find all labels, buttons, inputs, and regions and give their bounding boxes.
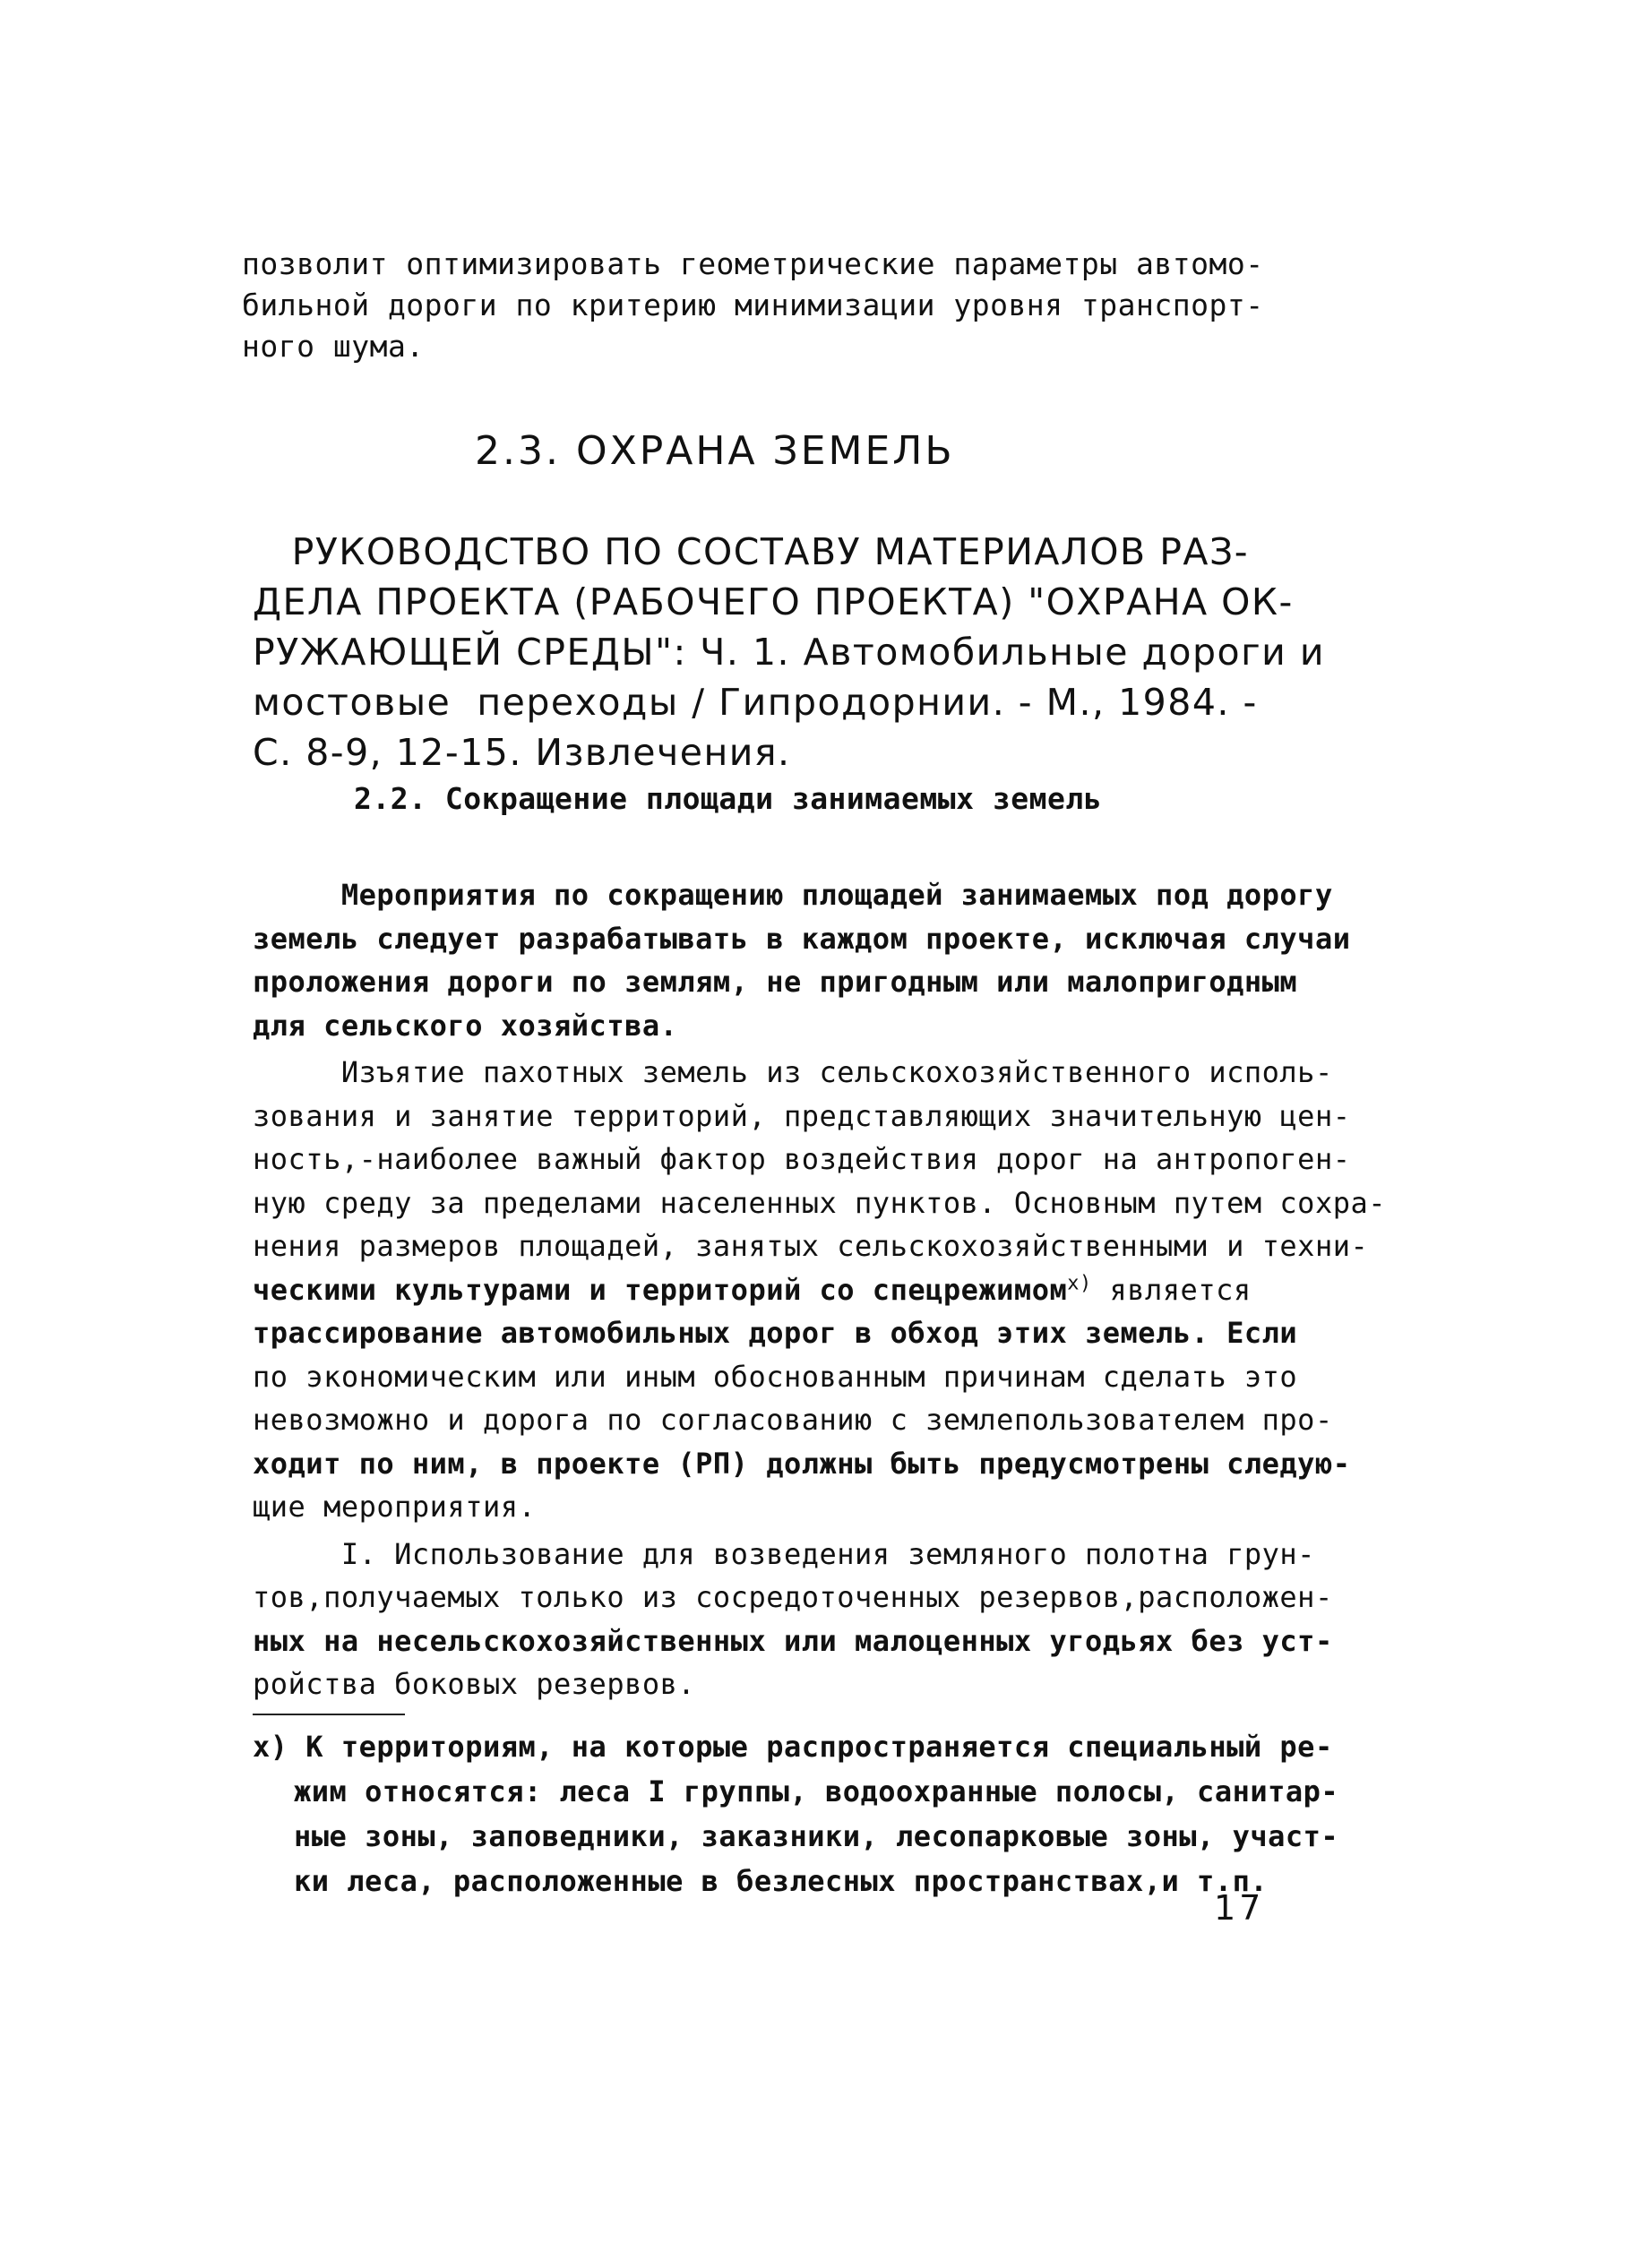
text-line: ную среду за пределами населенных пунктов. Основным путем сохра- — [253, 1185, 1386, 1220]
text-fragment: ческими культурами и территорий со спецрежимом — [253, 1272, 1068, 1307]
text-line: проложения дороги по землям, не пригодным или малопригодным — [253, 965, 1298, 999]
body-text — [253, 873, 1386, 1706]
text-line: позволит оптимизировать геометрические параметры автомо- — [242, 246, 1264, 281]
text-line: мостовые переходы / Гипродорнии. - М., 1984. - — [253, 681, 1258, 724]
text-line: бильной дороги по критерию минимизации уровня транспорт- — [242, 288, 1264, 322]
text-line: земель следует разрабатывать в каждом проекте, исключая случаи — [253, 921, 1351, 956]
footnote-line: ки леса, расположенные в безлесных пространствах,и т.п. — [294, 1864, 1269, 1898]
text-line: щие мероприятия. — [253, 1490, 537, 1524]
text-fragment: является — [1091, 1272, 1252, 1307]
text-line: ного шума. — [242, 329, 425, 364]
text-line: тов,получаемых только из сосредоточенных резервов,расположен- — [253, 1580, 1333, 1614]
text-line: для сельского хозяйства. — [253, 1008, 678, 1043]
text-line: ность,-наиболее важный фактор воздействия дорог на антропоген- — [253, 1142, 1351, 1176]
text-line: зования и занятие территорий, представляющих значительную цен- — [253, 1098, 1351, 1133]
reference-citation — [253, 527, 1325, 777]
footnote-line: жим относятся: леса I группы, водоохранные полосы, санитар- — [294, 1774, 1339, 1808]
subsection-title: 2.2. Сокращение площади занимаемых земель — [354, 781, 1103, 816]
footnote-line: х) К территориям, на которые распространяется специальный ре- — [253, 1730, 1333, 1764]
text-line: невозможно и дорога по согласованию с землепользователем про- — [253, 1403, 1333, 1437]
text-line: Мероприятия по сокращению площадей занимаемых под дорогу — [253, 878, 1333, 912]
text-line: ных на несельскохозяйственных или малоценных угодьях без уст- — [253, 1623, 1333, 1658]
text-line: по экономическим или иным обоснованным причинам сделать это — [253, 1359, 1298, 1394]
section-title: 2.3. ОХРАНА ЗЕМЕЛЬ — [475, 428, 955, 474]
text-line: РУКОВОДСТВО ПО СОСТАВУ МАТЕРИАЛОВ РАЗ- — [253, 530, 1250, 573]
footnote-divider — [253, 1714, 405, 1715]
text-line: ройства боковых резервов. — [253, 1667, 696, 1701]
text-line: Изъятие пахотных земель из сельскохозяйственного исполь- — [253, 1055, 1333, 1089]
paragraph-1 — [253, 873, 1351, 1047]
text-line-with-footnote — [253, 1268, 1283, 1312]
text-line: ДЕЛА ПРОЕКТА (РАБОЧЕГО ПРОЕКТА) "ОХРАНА ОК- — [253, 580, 1294, 623]
paragraph-3 — [253, 1533, 1333, 1706]
text-line: I. Использование для возведения земляного полотна грун- — [253, 1536, 1315, 1571]
text-line: ходит по ним, в проекте (РП) должны быть предусмотрены следую- — [253, 1446, 1351, 1481]
footnote-line: ные зоны, заповедники, заказники, лесопарковые зоны, участ- — [294, 1819, 1339, 1853]
text-line: С. 8-9, 12-15. Извлечения. — [253, 731, 791, 774]
text-line: нения размеров площадей, занятых сельскохозяйственными и техни- — [253, 1229, 1369, 1263]
text-line: трассирование автомобильных дорог в обход этих земель. Если — [253, 1316, 1298, 1350]
intro-paragraph — [242, 244, 1272, 367]
page-number: 17 — [1214, 1888, 1265, 1928]
paragraph-2 — [253, 1051, 1386, 1529]
text-line: РУЖАЮЩЕЙ СРЕДЫ": Ч. 1. Автомобильные дороги и — [253, 631, 1325, 674]
footnote — [253, 1724, 1339, 1903]
footnote-ref: х) — [1067, 1271, 1092, 1294]
